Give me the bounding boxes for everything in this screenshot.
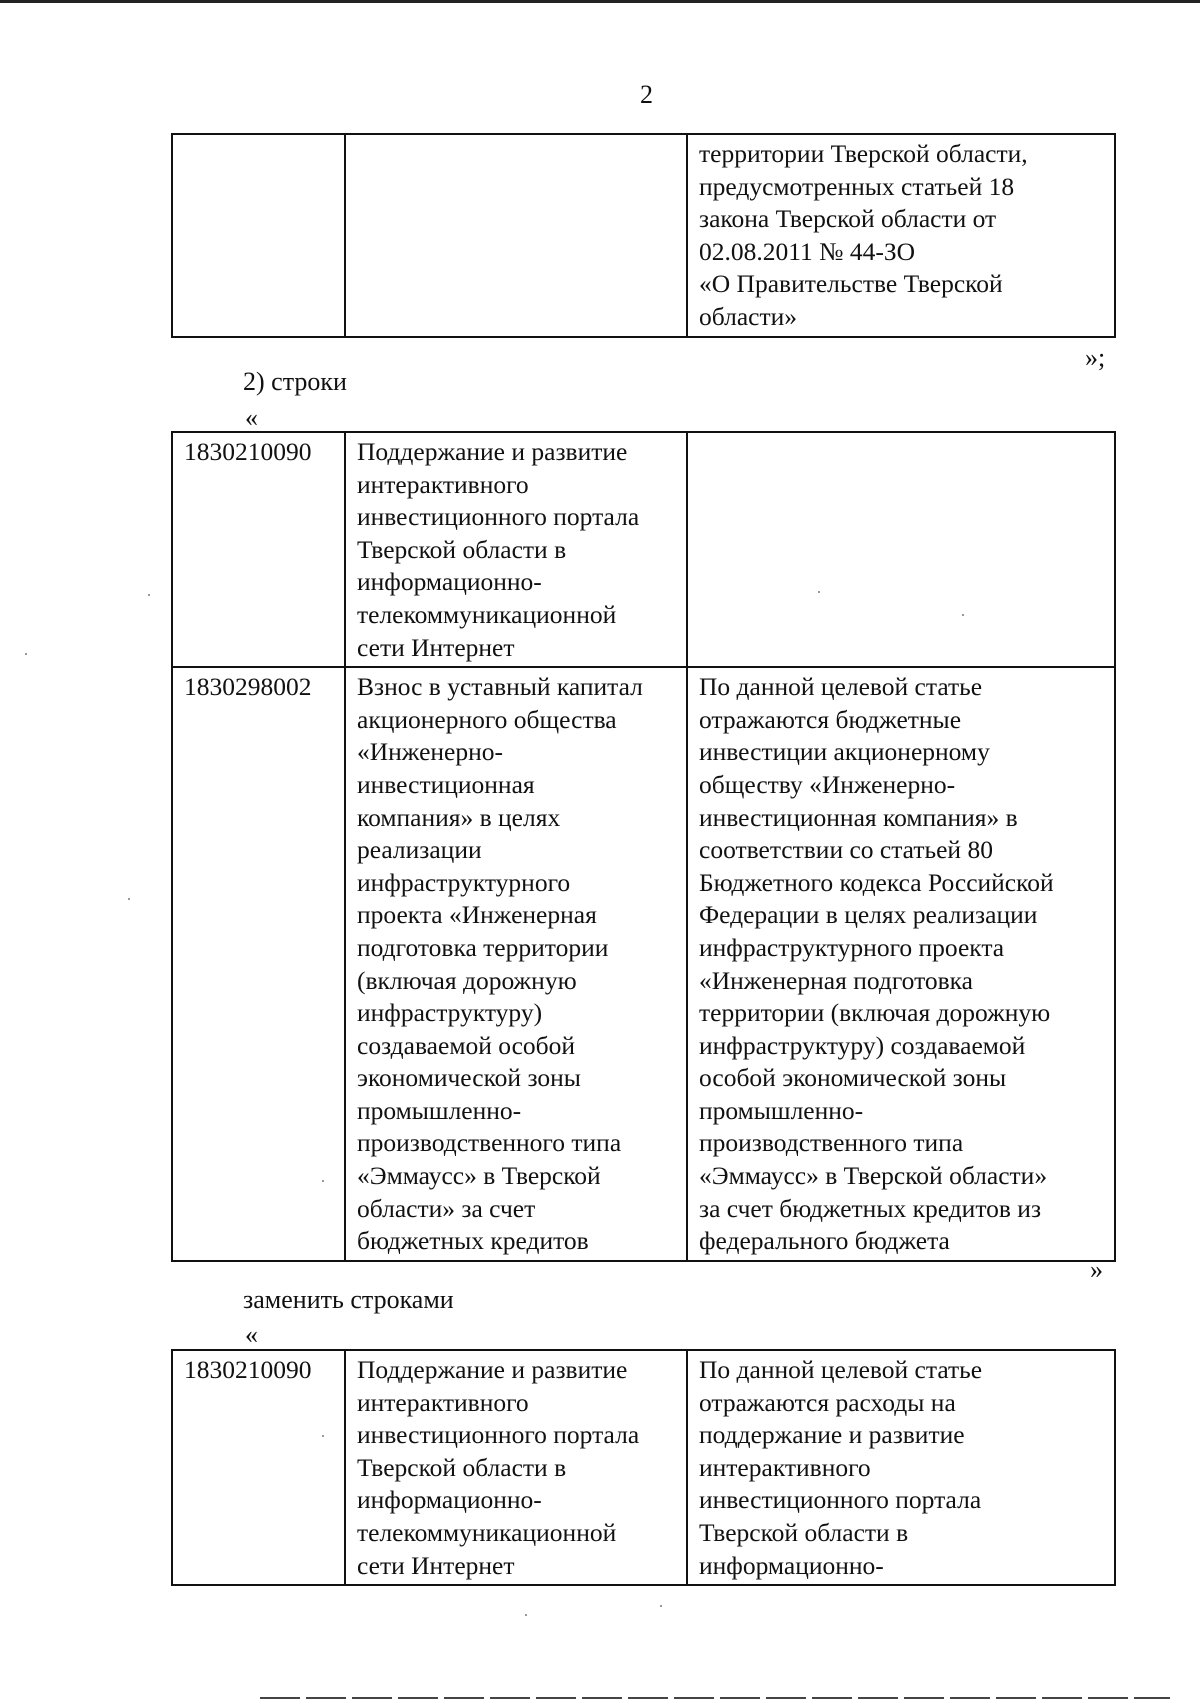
scan-speck xyxy=(818,591,820,593)
scan-speck xyxy=(322,1180,324,1182)
scan-speck xyxy=(660,1605,662,1607)
closing-quote: » xyxy=(1090,1255,1103,1284)
description-cell: По данной целевой статье отражаются расходы на поддержание и развитие интерактивного инвестиционного портала Тверской области в информационно- xyxy=(687,1350,1115,1585)
closing-quote: »; xyxy=(1085,343,1106,372)
scan-speck xyxy=(322,1435,324,1437)
name-cell: Взнос в уставный капитал акционерного общества «Инженерно- инвестиционная компания» в целях реализации инфраструктурного проекта «Инженерная подготовка территории (включая дорожную инфраструктуру) создаваемой особой экономической зоны промышленно- производственного типа «Эммаусс» в Тверской области» за счет бюджетных кредитов xyxy=(345,667,687,1261)
description-cell xyxy=(687,432,1115,667)
old-rows-table xyxy=(171,431,1116,1262)
page-top-edge xyxy=(0,0,1200,3)
table-row xyxy=(172,1350,1115,1585)
table-row xyxy=(172,134,1115,337)
scan-speck xyxy=(148,594,150,596)
code-cell xyxy=(172,134,345,337)
continued-table xyxy=(171,133,1116,338)
name-cell: Поддержание и развитие интерактивного инвестиционного портала Тверской области в информационно- телекоммуникационной сети Интернет xyxy=(345,1350,687,1585)
description-cell: По данной целевой статье отражаются бюджетные инвестиции акционерному обществу «Инженерно- инвестиционная компания» в соответствии со статьей 80 Бюджетного кодекса Российской Федерации в целях реализации инфраструктурного проекта «Инженерная подготовка территории (включая дорожную инфраструктуру) создаваемой особой экономической зоны промышленно- производственного типа «Эммаусс» в Тверской области» за счет бюджетных кредитов из федерального бюджета xyxy=(687,667,1115,1261)
opening-quote: « xyxy=(245,1320,258,1349)
page-number: 2 xyxy=(640,80,653,109)
description-cell: территории Тверской области, предусмотренных статьей 18 закона Тверской области от 02.08.2011 № 44-ЗО «О Правительстве Тверской области» xyxy=(687,134,1115,337)
code-cell: 1830298002 xyxy=(172,667,345,1261)
scan-bottom-edge xyxy=(260,1697,1170,1699)
scan-speck xyxy=(525,1614,527,1616)
item-label: 2) строки xyxy=(243,367,347,396)
code-cell: 1830210090 xyxy=(172,1350,345,1585)
table-row xyxy=(172,667,1115,1261)
code-cell: 1830210090 xyxy=(172,432,345,667)
name-cell: Поддержание и развитие интерактивного инвестиционного портала Тверской области в информационно- телекоммуникационной сети Интернет xyxy=(345,432,687,667)
opening-quote: « xyxy=(245,403,258,432)
table-row xyxy=(172,432,1115,667)
scan-speck xyxy=(128,898,130,900)
name-cell xyxy=(345,134,687,337)
new-rows-table xyxy=(171,1349,1116,1586)
scan-speck xyxy=(25,653,27,655)
replace-label: заменить строками xyxy=(243,1285,454,1314)
scan-speck xyxy=(962,614,964,616)
